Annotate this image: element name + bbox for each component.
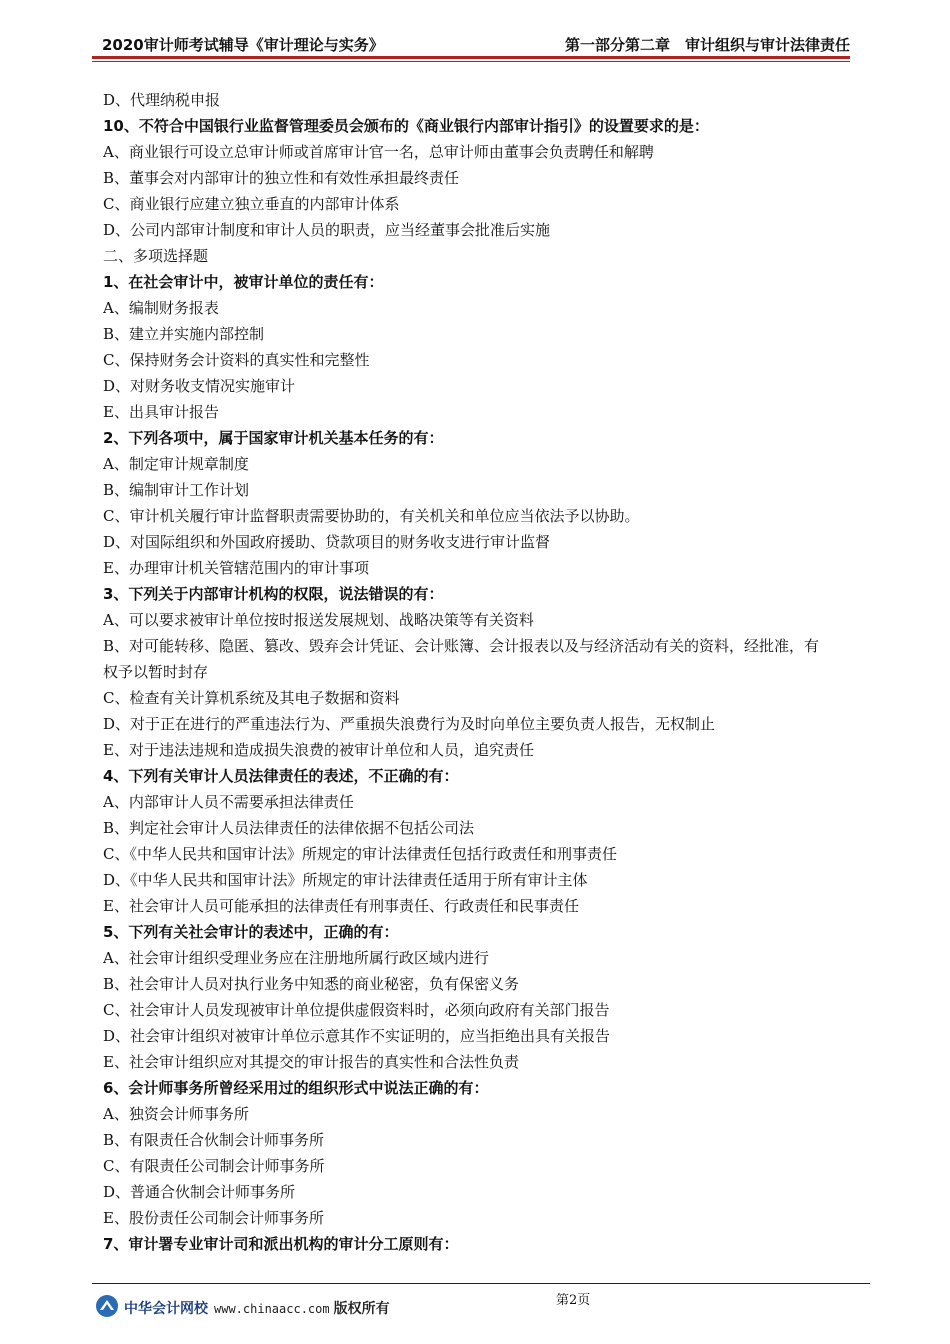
- question-line: 2、下列各项中，属于国家审计机关基本任务的有：: [103, 429, 444, 447]
- text-line: A、制定审计规章制度: [103, 455, 249, 473]
- text-line: 二、多项选择题: [103, 247, 209, 265]
- text-line: B、建立并实施内部控制: [103, 325, 265, 343]
- text-line: D、《中华人民共和国审计法》所规定的审计法律责任适用于所有审计主体: [103, 871, 588, 889]
- page-content: [103, 87, 853, 1257]
- text-line: C、《中华人民共和国审计法》所规定的审计法律责任包括行政责任和刑事责任: [103, 845, 617, 863]
- text-line: A、商业银行可设立总审计师或首席审计官一名，总审计师由董事会负责聘任和解聘: [103, 143, 654, 161]
- text-line: E、社会审计组织应对其提交的审计报告的真实性和合法性负责: [103, 1053, 519, 1071]
- text-line: D、社会审计组织对被审计单位示意其作不实证明的，应当拒绝出具有关报告: [103, 1027, 611, 1045]
- text-line: E、股份责任公司制会计师事务所: [103, 1209, 324, 1227]
- text-line: 权予以暂时封存: [103, 663, 209, 681]
- text-line: A、编制财务报表: [103, 299, 219, 317]
- footer-rule: [92, 1283, 870, 1284]
- text-line: A、内部审计人员不需要承担法律责任: [103, 793, 354, 811]
- question-line: 7、审计署专业审计司和派出机构的审计分工原则有：: [103, 1235, 459, 1253]
- text-line: E、出具审计报告: [103, 403, 219, 421]
- text-line: B、判定社会审计人员法律责任的法律依据不包括公司法: [103, 819, 475, 837]
- text-line: C、审计机关履行审计监督职责需要协助的，有关机关和单位应当依法予以协助。: [103, 507, 640, 525]
- text-line: D、对国际组织和外国政府援助、贷款项目的财务收支进行审计监督: [103, 533, 551, 551]
- text-line: C、检查有关计算机系统及其电子数据和资料: [103, 689, 400, 707]
- text-line: D、普通合伙制会计师事务所: [103, 1183, 296, 1201]
- text-line: C、有限责任公司制会计师事务所: [103, 1157, 325, 1175]
- text-line: E、对于违法违规和造成损失浪费的被审计单位和人员，追究责任: [103, 741, 534, 759]
- brand-rights: 版权所有: [333, 1301, 390, 1317]
- text-line: C、商业银行应建立独立垂直的内部审计体系: [103, 195, 400, 213]
- page-number: 第2页: [556, 1293, 591, 1308]
- text-line: D、对财务收支情况实施审计: [103, 377, 296, 395]
- page-header: [92, 28, 850, 56]
- chinaacc-logo-icon: [95, 1294, 119, 1318]
- text-line: B、董事会对内部审计的独立性和有效性承担最终责任: [103, 169, 460, 187]
- question-line: 1、在社会审计中，被审计单位的责任有：: [103, 273, 384, 291]
- text-line: C、社会审计人员发现被审计单位提供虚假资料时，必须向政府有关部门报告: [103, 1001, 610, 1019]
- text-line: D、对于正在进行的严重违法行为、严重损失浪费行为及时向单位主要负责人报告，无权制止: [103, 715, 716, 733]
- question-line: 10、不符合中国银行业监督管理委员会颁布的《商业银行内部审计指引》的设置要求的是：: [103, 117, 709, 135]
- text-line: A、独资会计师事务所: [103, 1105, 249, 1123]
- text-line: D、代理纳税申报: [103, 91, 221, 109]
- footer-brand: [124, 1298, 390, 1318]
- text-line: E、社会审计人员可能承担的法律责任有刑事责任、行政责任和民事责任: [103, 897, 579, 915]
- text-line: E、办理审计机关管辖范围内的审计事项: [103, 559, 369, 577]
- question-line: 3、下列关于内部审计机构的权限，说法错误的有：: [103, 585, 444, 603]
- header-rule-thick: [92, 56, 850, 59]
- text-line: D、公司内部审计制度和审计人员的职责，应当经董事会批准后实施: [103, 221, 551, 239]
- question-line: 4、下列有关审计人员法律责任的表述，不正确的有：: [103, 767, 459, 785]
- header-rule-thin: [92, 61, 850, 62]
- text-line: B、有限责任合伙制会计师事务所: [103, 1131, 325, 1149]
- text-line: B、对可能转移、隐匿、篡改、毁弃会计凭证、会计账簿、会计报表以及与经济活动有关的资料，经批准，有: [103, 637, 820, 655]
- text-line: B、社会审计人员对执行业务中知悉的商业秘密，负有保密义务: [103, 975, 520, 993]
- text-line: B、编制审计工作计划: [103, 481, 250, 499]
- question-line: 5、下列有关社会审计的表述中，正确的有：: [103, 923, 399, 941]
- text-line: C、保持财务会计资料的真实性和完整性: [103, 351, 370, 369]
- brand-name: 中华会计网校: [124, 1301, 208, 1317]
- brand-url: www.chinaacc.com: [214, 1302, 330, 1316]
- question-line: 6、会计师事务所曾经采用过的组织形式中说法正确的有：: [103, 1079, 489, 1097]
- header-chapter: 第一部分第二章 审计组织与审计法律责任: [564, 36, 850, 54]
- header-title: 2020审计师考试辅导《审计理论与实务》: [102, 36, 384, 54]
- text-line: A、社会审计组织受理业务应在注册地所属行政区域内进行: [103, 949, 489, 967]
- text-line: A、可以要求被审计单位按时报送发展规划、战略决策等有关资料: [103, 611, 534, 629]
